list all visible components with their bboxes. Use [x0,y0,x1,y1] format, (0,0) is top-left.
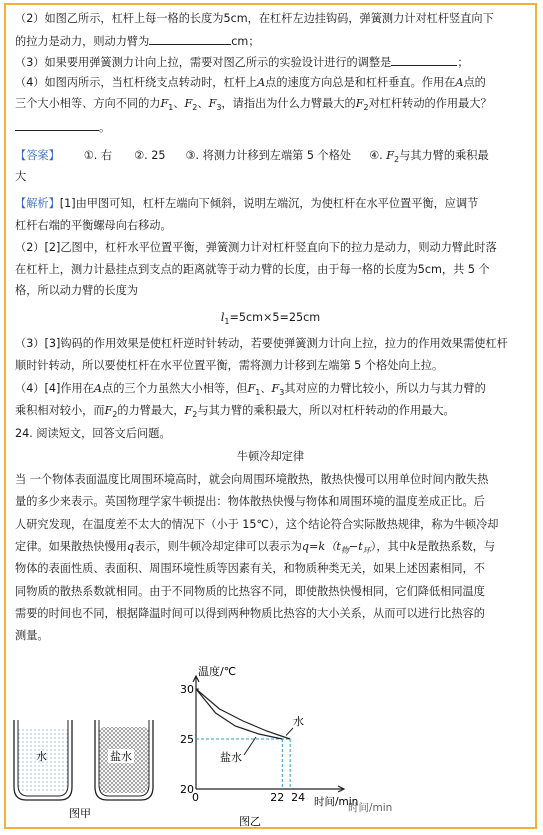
series-label-water: 水 [293,715,304,728]
series-label-brine: 盐水 [220,751,242,764]
analysis-p2-line2: 在杠杆上，测力计悬挂点到支点的距离就等于动力臂的长度，由于每一格的长度为5cm，共 5 个 [15,263,490,276]
blank-field [391,54,457,66]
y-tick-label: 25 [180,733,194,746]
question-4-line2: 三个大小相等、方向不同的力$F_1$、$F_2$、$F_3$，请指出为什么力臂最大的$F_2$对杠杆转动的作用最大？ [15,97,492,113]
analysis-p2-line1: （2）[2]乙图中，杠杆水平位置平衡，弹簧测力计对杠杆竖直向下的拉力是动力，则动力臂此时落 [15,241,497,254]
y-tick-label: 20 [180,783,194,796]
analysis-p4-line2: 乘积相对较小，而$F_2$的力臂最大，$F_2$与其力臂的乘积最大，所以对杠杆转动的作用最大。 [15,404,455,420]
analysis-p2-line3: 格，所以动力臂的长度为 [15,284,139,297]
chart-x-label: 时间/min [314,796,359,808]
x-tick-label: 22 [270,791,285,804]
brine-beaker [95,720,153,800]
analysis-p4-line1: （4）[4]作用在A点的三个力虽然大小相等，但$F_1$、$F_3$其对应的力臂比较小，所以力与其力臂的 [15,382,486,398]
blank-field [149,33,231,45]
passage-line4: 定律。如果散热快慢用q表示，则牛顿冷却定律可以表示为$q=k(t_物-t_环)$，其中k是散热系数，与 [15,540,496,556]
figure-jia-caption: 图甲 [69,807,91,820]
analysis-p1-line1: 【解析】[1]由甲图可知，杠杆左端向下倾斜，说明左端沉，为使杠杆在水平位置平衡，应调节 [15,197,479,210]
question-4-line3: 。 [15,119,110,135]
analysis-p3-line2: 顺时针转动，所以要使杠杆在水平位置平衡，需将测力计移到左端第 5 个格处向上拉。 [15,359,444,372]
chart-y-label: 温度/℃ [198,665,237,678]
document-page [4,3,537,829]
cooling-formula: $q=k(t_物-t_环$ [301,540,371,556]
passage-title: 牛顿冷却定律 [236,450,305,463]
analysis-p3-line1: （3）[3]钩码的作用效果是使杠杆逆时针转动，若要使弹簧测力计向上拉，拉力的作用效果需使杠杆 [15,337,508,350]
formula-line: $l_1=5cm\times 5=25cm$ [220,311,321,327]
question-4-line1: （4）如图丙所示，当杠杆绕支点转动时，杠杆上A点的速度方向总是和杠杆垂直。作用在A点的 [15,76,486,89]
passage-line1: 当 一个物体表面温度比周围环境高时，就会向周围环境散热，散热快慢可以用单位时间内散失热 [15,473,489,486]
chart-watermark: 时间/min [348,802,393,814]
answer-line: 【答案】 ①. 右 ②. 25 ③. 将测力计移到左端第 5 个格处 ④. $F_2$与其力臂的乘积最 [15,149,489,165]
question-2-line2: 的拉力是动力，则动力臂为 cm； [15,35,260,48]
passage-line3: 人研究发现，在温度差不太大的情况下（小于 15℃），这个结论符合实际散热规律，称为牛顿冷却 [15,518,499,531]
passage-line6: 同物质的散热系数就相同。由于不同物质的比热容不同，即使散热快慢相同，它们降低相同温度 [15,585,485,598]
answer-label: 【答案】 [15,149,60,162]
question-2-line1: （2）如图乙所示，杠杆上每一格的长度为5cm，在杠杆左边挂钩码，弹簧测力计对杠杆竖直向下 [15,12,494,25]
analysis-label: 【解析】 [15,197,60,210]
chart-caption: 图乙 [239,815,261,828]
y-tick-label: 30 [180,683,194,696]
passage-line7: 需要的时间也不同，根据降温时间可以得到两种物质比热容的大小关系，从而可以进行比热容的 [15,607,485,620]
passage-line2: 量的多少来表示。英国物理学家牛顿提出：物体散热快慢与物体和周围环境的温度差成正比。后 [15,495,485,508]
brine-label: 盐水 [110,750,132,763]
blank-field [15,119,99,131]
answer-line2: 大 [15,170,27,183]
x-tick-label: 24 [291,791,306,804]
series-line-0 [196,689,290,739]
water-label: 水 [36,750,47,763]
passage-line5: 物体的表面性质、表面积、周围环境性质等因素有关，和物质种类无关，如果上述因素相同，不 [15,562,485,575]
question-24-heading: 24. 阅读短文，回答文后问题。 [15,427,171,440]
brine-label-pointer [244,737,256,755]
analysis-p1-line2: 杠杆右端的平衡螺母向右移动。 [15,219,172,232]
figure-jia [6,705,176,825]
water-beaker [14,720,72,800]
question-3-line: （3）如果要用弹簧测力计向上拉，需要对图乙所示的实验设计进行的调整是 ； [15,56,469,69]
x-tick-label: 0 [192,791,199,804]
cooling-chart [166,663,406,829]
water-label-pointer [286,728,293,736]
passage-line8: 测量。 [15,629,49,642]
